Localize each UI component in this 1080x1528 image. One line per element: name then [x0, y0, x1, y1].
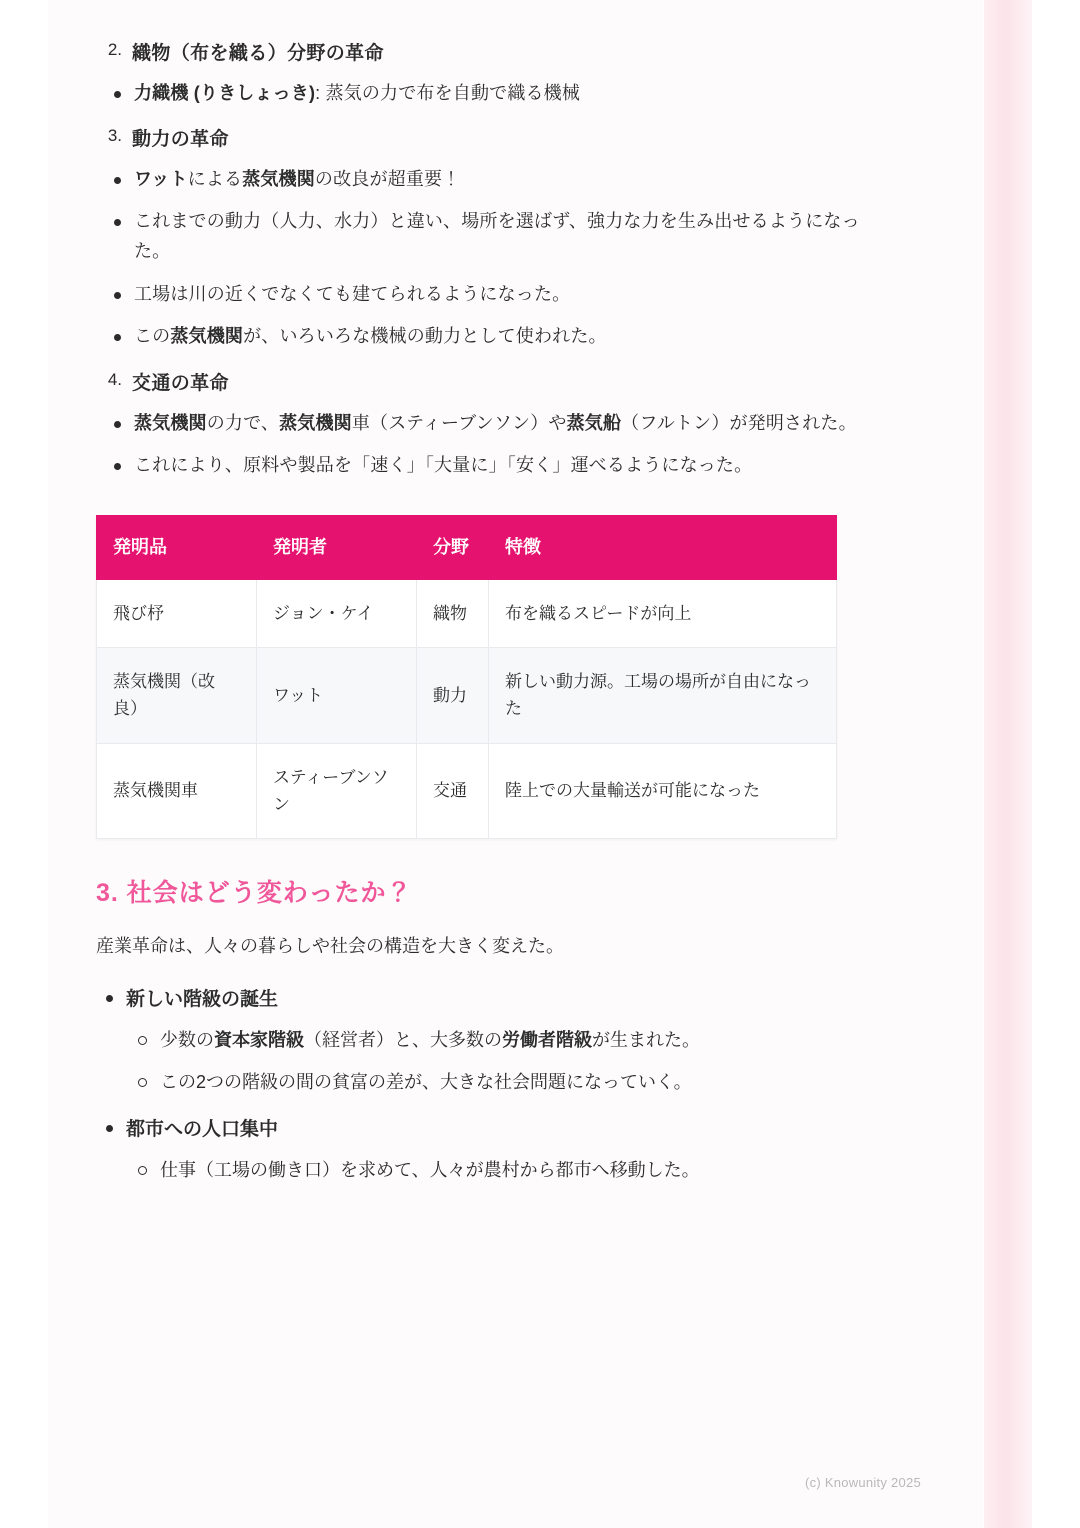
heading-text: 動力の革命 — [132, 129, 229, 151]
table-header-cell: 特徴 — [489, 516, 837, 580]
table-cell: 新しい動力源。工場の場所が自由になった — [489, 648, 837, 743]
sub-list-urbanization — [96, 1155, 880, 1186]
right-margin-strip — [984, 0, 1032, 1528]
section-heading-3: 3. 社会はどう変わったか？ — [96, 878, 413, 907]
list-group-title: 都市への人口集中 — [96, 1114, 880, 1141]
list-item: 仕事（工場の働き口）を求めて、人々が農村から都市へ移動した。 — [96, 1155, 880, 1186]
heading-text: 織物（布を織る）分野の革命 — [132, 43, 384, 64]
list-item: この2つの階級の間の貧富の差が、大きな社会問題になっていく。 — [96, 1067, 880, 1098]
table-cell: 飛び杼 — [97, 580, 257, 648]
table-header-row — [97, 516, 837, 580]
table-cell: 織物 — [417, 580, 489, 648]
watermark: (c) Knowunity 2025 — [805, 1475, 921, 1490]
list-item: これまでの動力（人力、水力）と違い、場所を選ばず、強力な力を生み出せるようになった。 — [96, 207, 880, 266]
bullet-rest: : 蒸気の力で布を自動で織る機械 — [315, 82, 581, 103]
table-cell: 交通 — [417, 743, 489, 838]
table-row — [97, 580, 837, 648]
social-change-list-2 — [96, 1114, 880, 1141]
table-cell: ジョン・ケイ — [257, 580, 417, 648]
list-item: この蒸気機関が、いろいろな機械の動力として使われた。 — [96, 322, 880, 352]
right-page-edge — [1032, 0, 1080, 1528]
bullet-list-section4 — [96, 409, 880, 481]
sub-list-new-classes — [96, 1025, 880, 1098]
list-group-title: 新しい階級の誕生 — [96, 984, 880, 1011]
numbered-heading-4 — [96, 370, 880, 399]
page-content — [48, 0, 928, 1197]
list-item: 蒸気機関の力で、蒸気機関車（スティーブンソン）や蒸気船（フルトン）が発明された。 — [96, 409, 880, 439]
numbered-heading-3 — [96, 126, 880, 155]
table-cell: 陸上での大量輸送が可能になった — [489, 743, 837, 838]
social-change-list — [96, 984, 880, 1011]
left-page-edge — [0, 0, 48, 1528]
table-row — [97, 648, 837, 743]
list-item: 工場は川の近くでなくても建てられるようになった。 — [96, 280, 880, 310]
table-row — [97, 743, 837, 838]
list-item: 少数の資本家階級（経営者）と、大多数の労働者階級が生まれた。 — [96, 1025, 880, 1056]
list-number: 2. — [107, 40, 122, 59]
numbered-heading-2 — [96, 40, 880, 69]
table-cell: 蒸気機関（改良） — [97, 648, 257, 743]
table-header-cell: 発明品 — [97, 516, 257, 580]
list-item — [96, 79, 880, 109]
list-number: 3. — [107, 126, 122, 146]
table-cell: 動力 — [417, 648, 489, 743]
table-header-cell: 発明者 — [257, 516, 417, 580]
table-cell: 布を織るスピードが向上 — [489, 580, 837, 648]
table-cell: スティーブンソン — [257, 743, 417, 838]
bullet-lead: 力織機 (りきしょっき) — [134, 82, 316, 103]
bullet-list-section2 — [96, 79, 880, 109]
table-header-cell: 分野 — [417, 516, 489, 580]
list-item: これにより、原料や製品を「速く」「大量に」「安く」運べるようになった。 — [96, 451, 880, 481]
inventions-table — [96, 515, 837, 839]
table-cell: 蒸気機関車 — [97, 743, 257, 838]
list-number: 4. — [107, 370, 122, 390]
table-cell: ワット — [257, 648, 417, 743]
document-page — [48, 0, 983, 1528]
heading-text: 交通の革命 — [132, 373, 229, 395]
list-item: ワットによる蒸気機関の改良が超重要！ — [96, 165, 880, 195]
table-header — [97, 516, 837, 580]
section-intro-paragraph: 産業革命は、人々の暮らしや社会の構造を大きく変えた。 — [96, 935, 564, 956]
bullet-list-section3 — [96, 165, 880, 352]
table-body — [97, 580, 837, 839]
